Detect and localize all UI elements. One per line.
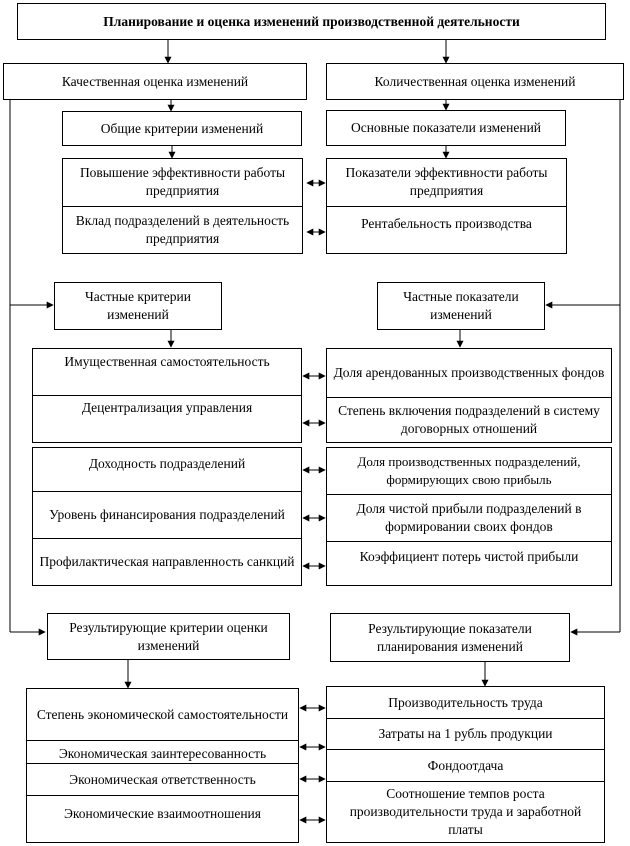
quantitative-header-box [326,63,624,100]
result-criteria-item-4: Экономические взаимоотношения [64,806,261,821]
result-indicator-item-3: Фондоотдача [427,757,504,773]
main-indicators-box [326,110,566,146]
partial-criteria-label: Частные критерии изменений [85,289,191,322]
quantitative-header: Количественная оценка изменений [374,73,576,89]
partial-indicators-group-2-divider-2 [326,541,612,542]
partial-indicator-item-4: Доля чистой прибыли подразделений в формировании своих фондов [356,501,582,534]
general-criteria-label: Общие критерии изменений [100,120,264,136]
general-item-1: Повышение эффективности работы предприятия [79,165,286,198]
qualitative-header: Качественная оценка изменений [61,73,249,89]
qualitative-header-box [3,63,307,100]
title-text: Планирование и оценка изменений производственной деятельности [103,13,520,29]
partial-criteria-item-2: Децентрализация управления [81,400,253,415]
main-item-2: Рентабельность производства [361,216,532,231]
partial-indicators-label: Частные показатели изменений [403,289,519,322]
result-indicator-item-2: Затраты на 1 рубль продукции [378,726,553,741]
result-indicator-item-4: Соотношение темпов роста производительности труда и заработной платы [349,786,582,837]
partial-criteria-item-1: Имущественная самостоятельность [64,354,270,369]
partial-criteria-item-5: Профилактическая направленность санкций [39,554,295,569]
result-criteria-item-1: Степень экономической самостоятельности [36,707,289,722]
partial-indicator-item-1: Доля арендованных производственных фондов [333,365,605,380]
result-criteria-item-3: Экономическая ответственность [69,771,256,787]
partial-indicators-box [377,282,545,330]
result-criteria-divider-1 [26,740,299,741]
title-box [17,3,606,40]
partial-criteria-box [54,282,222,330]
partial-indicator-item-5: Коэффициент потерь чистой прибыли [359,549,579,564]
general-criteria-box [62,111,302,146]
main-item-1: Показатели эффективности работы предприятия [345,165,548,198]
general-item-2: Вклад подразделений в деятельность предприятия [75,213,290,246]
result-criteria-box [47,613,290,660]
result-indicators-label: Результирующие показатели планирования изменений [368,620,532,654]
partial-criteria-item-3: Доходность подразделений [88,456,246,471]
result-criteria-item-2: Экономическая заинтересованность [58,746,267,761]
main-indicators-label: Основные показатели изменений [350,120,542,135]
partial-indicator-item-2: Степень включения подразделений в систему договорных отношений [338,402,600,436]
result-criteria-divider-3 [26,795,299,796]
partial-indicator-item-3: Доля производственных подразделений, формирующих свою прибыль [357,454,581,487]
result-indicator-item-1: Производительность труда [388,694,543,710]
result-indicators-box [330,613,570,662]
partial-criteria-item-4: Уровень финансирования подразделений [49,507,285,522]
result-criteria-label: Результирующие критерии оценки изменений [69,619,268,653]
